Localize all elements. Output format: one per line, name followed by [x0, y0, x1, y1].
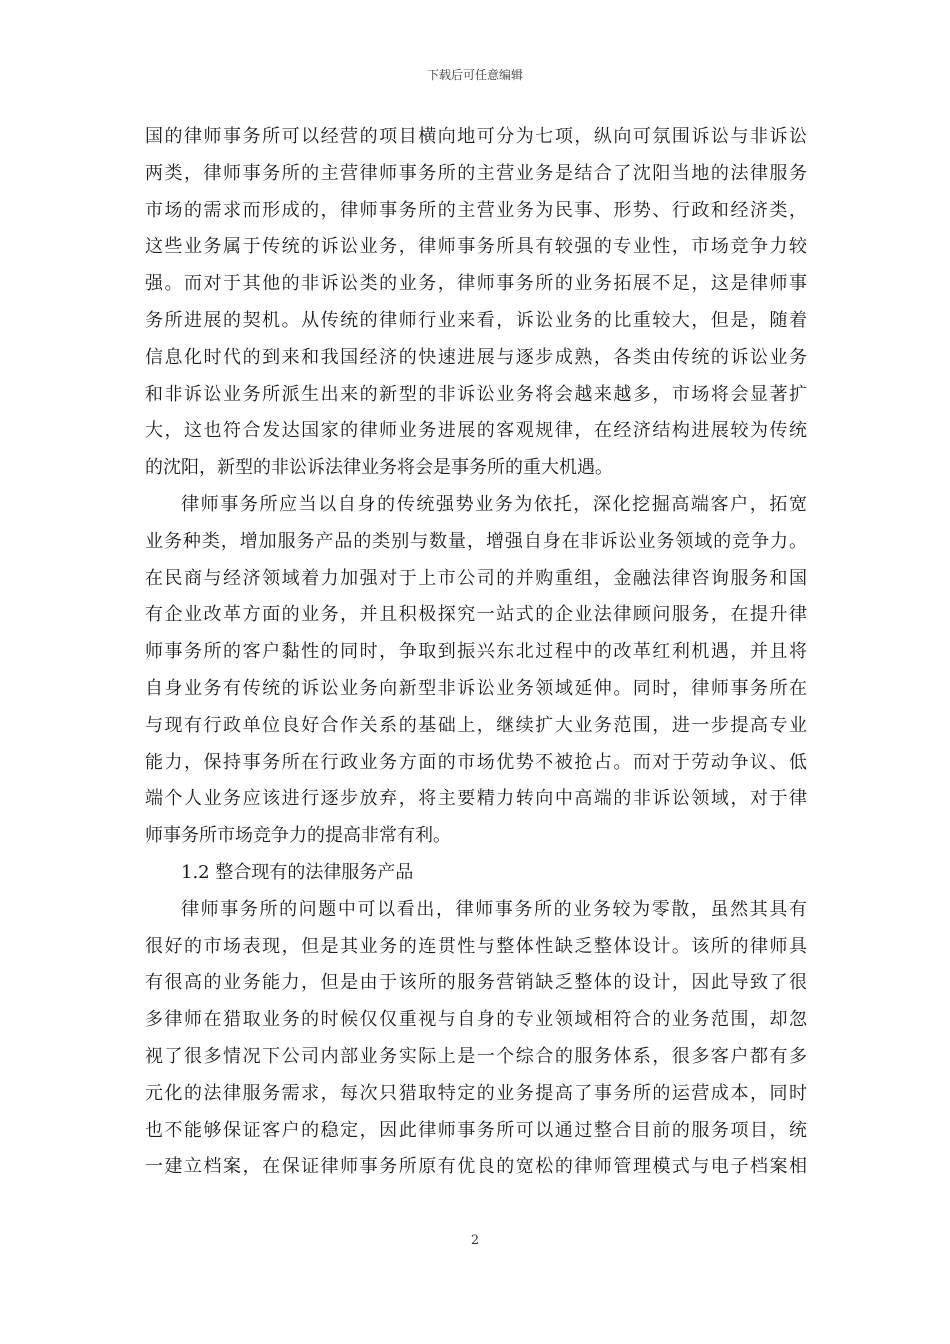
text-line: 和非诉讼业务所派生出来的新型的非诉讼业务将会越来越多，市场将会显著扩: [145, 383, 807, 405]
text-line: 元化的法律服务需求，每次只猎取特定的业务提高了事务所的运营成本，同时: [145, 1082, 807, 1104]
text-line: 有企业改革方面的业务，并且积极探究一站式的企业法律顾问服务，在提升律: [145, 604, 807, 626]
document-body: [145, 119, 807, 1186]
text-line: 在民商与经济领域着力加强对于上市公司的并购重组，金融法律咨询服务和国: [145, 567, 807, 589]
text-line: 端个人业务应该进行逐步放弃，将主要精力转向中高端的非诉讼领域，对于律: [145, 788, 807, 810]
text-line: 能力，保持事务所在行政业务方面的市场优势不被抢占。而对于劳动争议、低: [145, 751, 807, 773]
text-line: 信息化时代的到来和我国经济的快速进展与逐步成熟，各类由传统的诉讼业务: [145, 346, 807, 368]
text-line: 师事务所市场竞争力的提高非常有利。: [145, 825, 451, 847]
text-line: 这些业务属于传统的诉讼业务，律师事务所具有较强的专业性，市场竞争力较: [145, 236, 807, 258]
text-line: 也不能够保证客户的稳定，因此律师事务所可以通过整合目前的服务项目，统: [145, 1119, 807, 1141]
text-line: 很好的市场表现，但是其业务的连贯性与整体性缺乏整体设计。该所的律师具: [145, 935, 807, 957]
text-line: 一建立档案，在保证律师事务所原有优良的宽松的律师管理模式与电子档案相: [145, 1156, 807, 1178]
text-line: 的沈阳，新型的非讼诉法律业务将会是事务所的重大机遇。: [145, 457, 613, 479]
page-number: 2: [470, 1233, 480, 1248]
text-line: 大，这也符合发达国家的律师业务进展的客观规律，在经济结构进展较为传统: [145, 420, 807, 442]
paragraph-first-line: 律师事务所的问题中可以看出，律师事务所的业务较为零散，虽然其具有: [181, 898, 807, 920]
text-line: 有很高的业务能力，但是由于该所的服务营销缺乏整体的设计，因此导致了很: [145, 972, 807, 994]
paragraph-first-line: 律师事务所应当以自身的传统强势业务为依托，深化挖掘高端客户，拓宽: [181, 493, 807, 515]
text-line: 业务种类，增加服务产品的类别与数量，增强自身在非诉讼业务领域的竞争力。: [145, 530, 807, 552]
text-line: 与现有行政单位良好合作关系的基础上，继续扩大业务范围，进一步提高专业: [145, 714, 807, 736]
text-line: 市场的需求而形成的，律师事务所的主营业务为民事、形势、行政和经济类，: [145, 199, 807, 221]
text-line: 国的律师事务所可以经营的项目横向地可分为七项，纵向可氛围诉讼与非诉讼: [145, 126, 807, 147]
text-line: 自身业务有传统的诉讼业务向新型非诉讼业务领域延伸。同时，律师事务所在: [145, 677, 807, 699]
text-line: 强。而对于其他的非诉讼类的业务，律师事务所的业务拓展不足，这是律师事: [145, 273, 807, 295]
page-header: 下载后可任意编辑: [426, 68, 523, 82]
text-line: 多律师在猎取业务的时候仅仅重视与自身的专业领域相符合的业务范围，却忽: [145, 1009, 807, 1031]
text-line: 视了很多情况下公司内部业务实际上是一个综合的服务体系，很多客户都有多: [145, 1045, 807, 1067]
text-line: 务所进展的契机。从传统的律师行业来看，诉讼业务的比重较大，但是，随着: [145, 309, 807, 331]
text-line: 两类，律师事务所的主营律师事务所的主营业务是结合了沈阳当地的法律服务: [145, 162, 807, 184]
section-heading: 1.2 整合现有的法律服务产品: [181, 861, 414, 883]
text-line: 师事务所的客户黏性的同时，争取到振兴东北过程中的改革红利机遇，并且将: [145, 641, 807, 663]
